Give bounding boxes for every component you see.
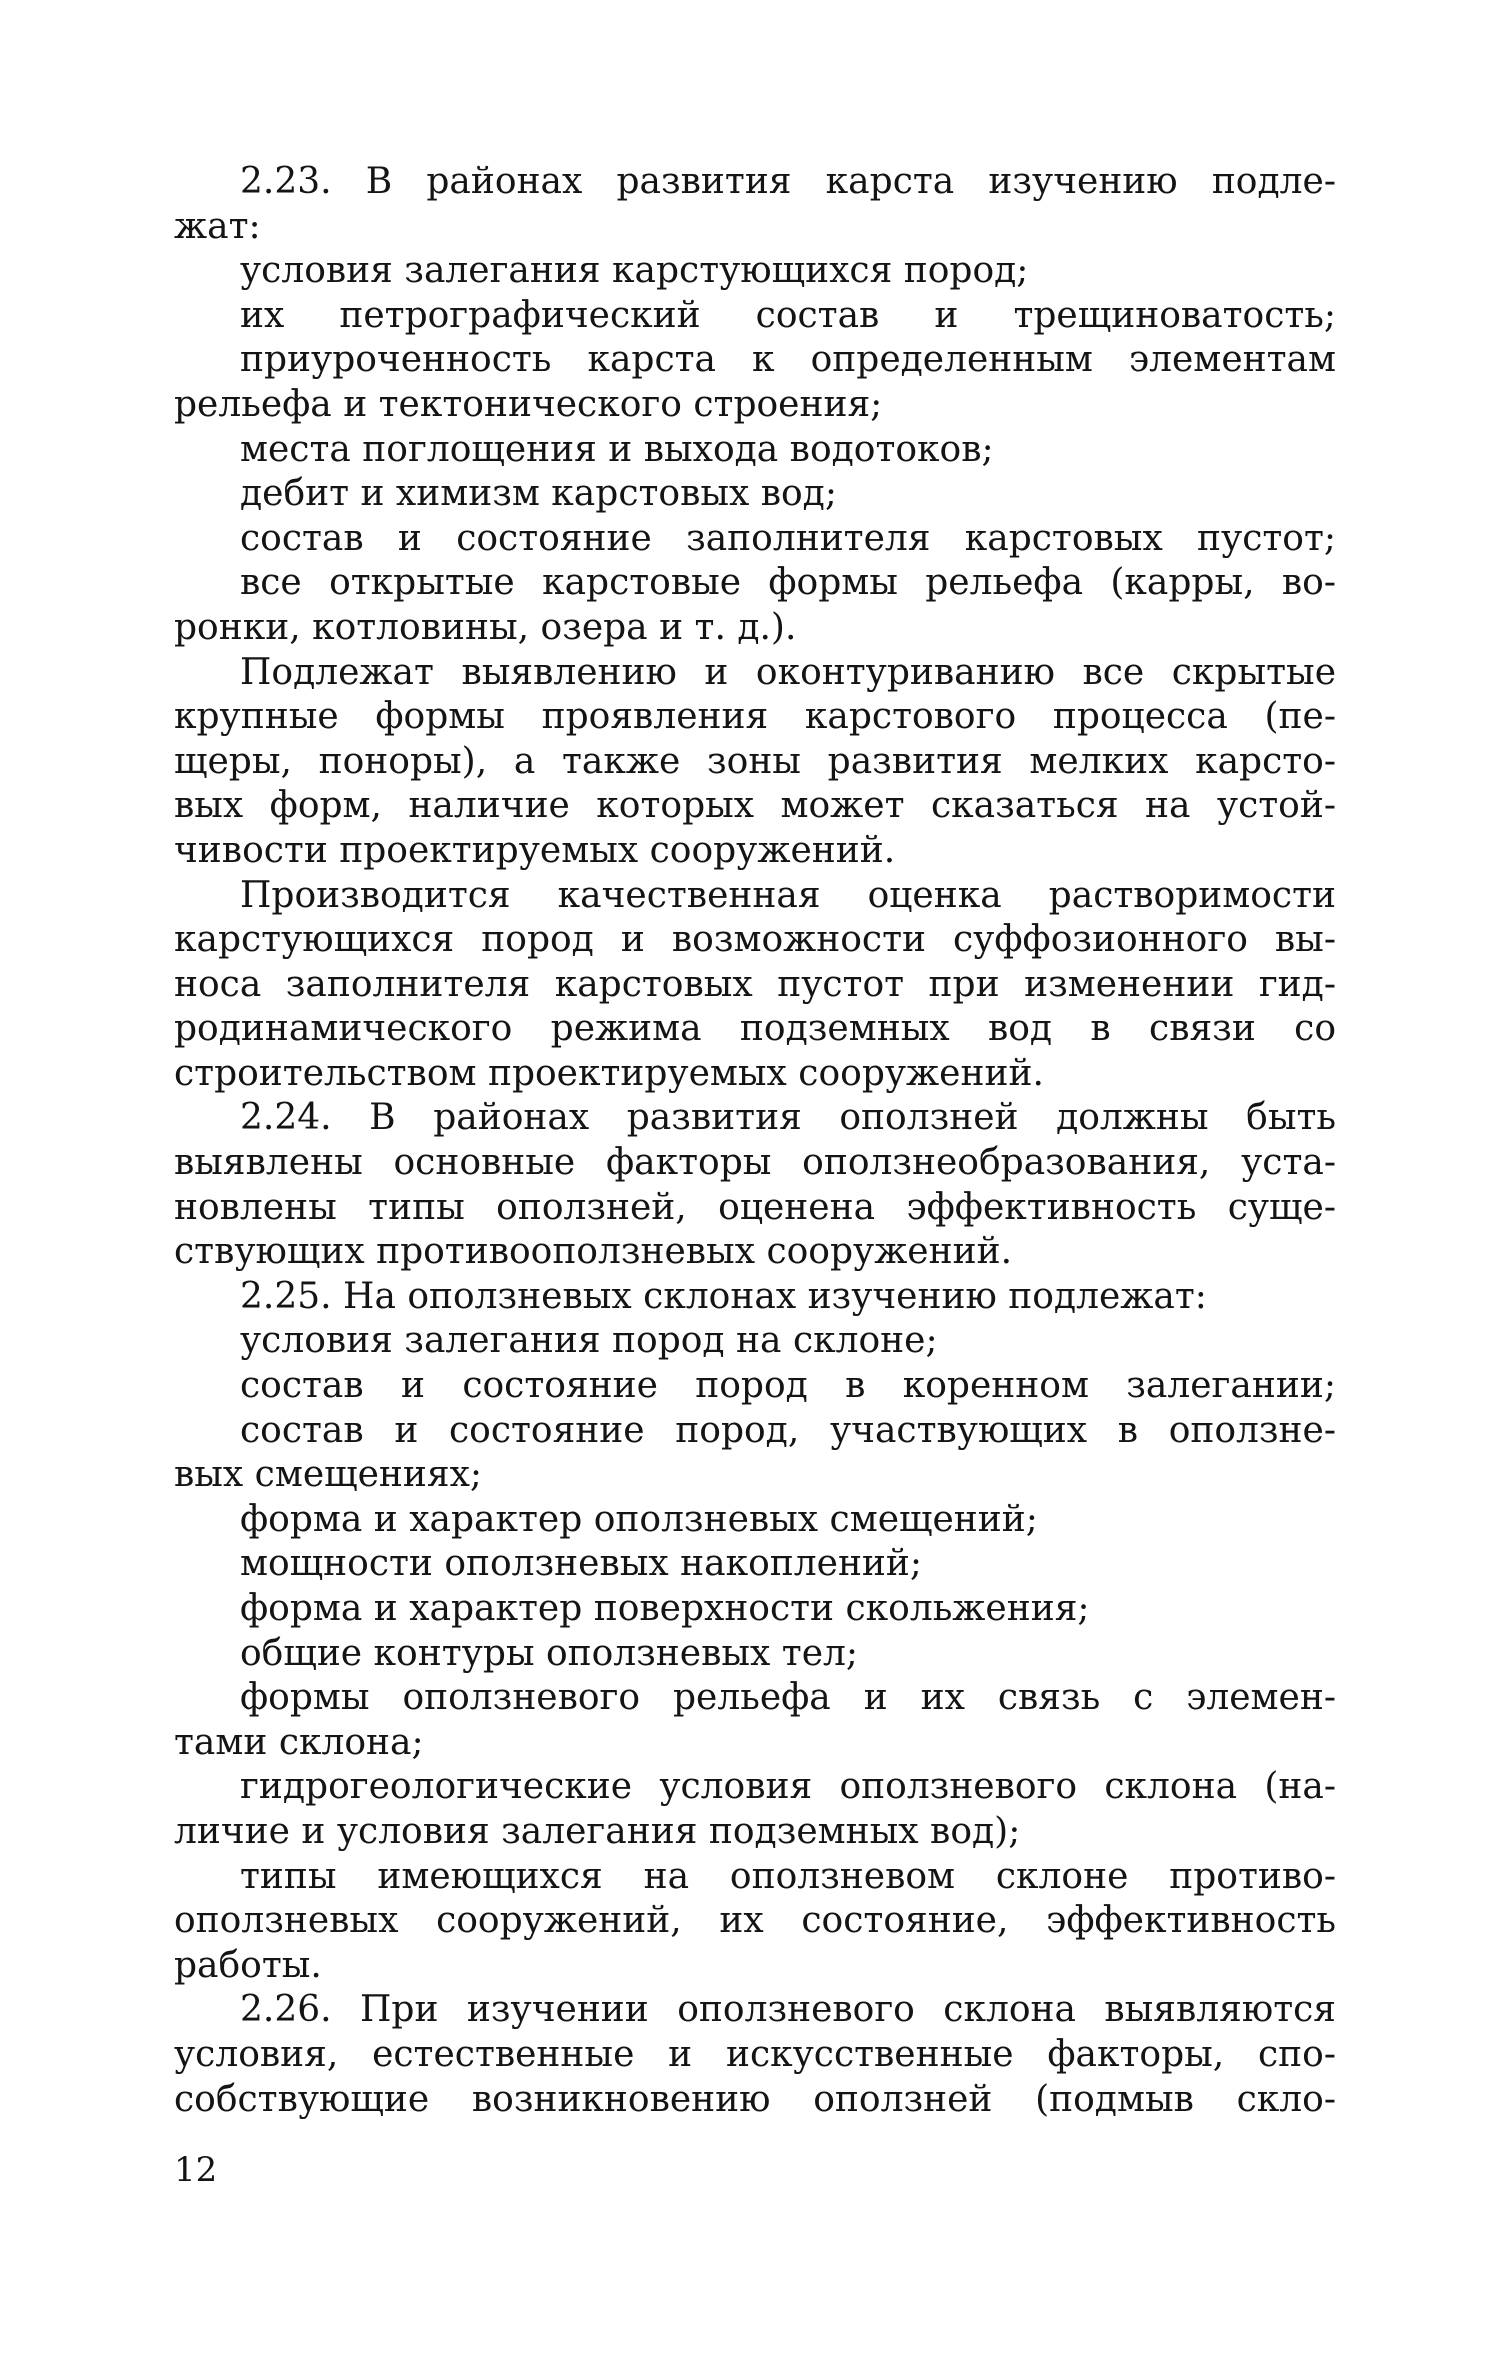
text-line: вых форм, наличие которых может сказаться на устой- [174,785,1336,827]
text-line: формы оползневого рельефа и их связь с элемен- [240,1677,1336,1719]
text-line: состав и состояние заполнителя карстовых пустот; [240,517,1336,559]
text-line: оползневых сооружений, их состояние, эффективность [174,1900,1336,1942]
text-line: щеры, поноры), а также зоны развития мелких карсто- [174,740,1336,782]
text-line: приуроченность карста к определенным элементам [240,339,1336,381]
text-line: места поглощения и выхода водотоков; [240,428,994,470]
text-line: 2.24. В районах развития оползней должны быть [240,1097,1336,1139]
page-body [174,160,1336,2122]
text-line: работы. [174,1944,322,1986]
text-line: общие контуры оползневых тел; [240,1632,858,1674]
text-line: условия залегания карстующихся пород; [240,250,1029,292]
text-line: гидрогеологические условия оползневого склона (на- [240,1766,1336,1808]
text-line: все открытые карстовые формы рельефа (карры, во- [240,562,1336,604]
text-line: состав и состояние пород в коренном залегании; [240,1365,1336,1407]
text-line: вых смещениях; [174,1454,483,1496]
text-line: 2.23. В районах развития карста изучению подле- [240,161,1336,202]
text-line: карстующихся пород и возможности суффозионного вы- [174,919,1336,961]
text-line: 2.26. При изучении оползневого склона выявляются [240,1989,1336,2031]
text-line: рельефа и тектонического строения; [174,383,883,425]
text-line: типы имеющихся на оползневом склоне противо- [240,1855,1336,1897]
page-number: 12 [174,2150,218,2190]
text-line: условия залегания пород на склоне; [240,1320,938,1362]
text-line: строительством проектируемых сооружений. [174,1052,1044,1094]
text-line: Подлежат выявлению и оконтуриванию все скрытые [240,651,1336,693]
text-line: собствующие возникновению оползней (подмыв скло- [174,2078,1336,2120]
text-line: тами склона; [174,1721,424,1763]
text-line: чивости проектируемых сооружений. [174,829,896,871]
text-line: условия, естественные и искусственные факторы, спо- [174,2033,1336,2075]
text-line: ронки, котловины, озера и т. д.). [174,606,797,648]
text-line: новлены типы оползней, оценена эффективность суще- [174,1186,1336,1228]
text-line: носа заполнителя карстовых пустот при изменении гид- [174,963,1336,1005]
text-line: жат: [174,205,261,247]
text-line: их петрографический состав и трещиноватость; [240,294,1336,336]
text-line: состав и состояние пород, участвующих в оползне- [240,1409,1336,1451]
text-line: ствующих противооползневых сооружений. [174,1231,1013,1273]
text-line: дебит и химизм карстовых вод; [240,473,837,515]
text-line: 2.25. На оползневых склонах изучению подлежат: [240,1275,1207,1317]
text-line: выявлены основные факторы оползнеобразования, уста- [174,1142,1336,1184]
text-line: крупные формы проявления карстового процесса (пе- [174,696,1336,738]
text-line: Производится качественная оценка растворимости [240,874,1336,916]
text-line: родинамического режима подземных вод в связи со [174,1008,1336,1050]
text-line: форма и характер поверхности скольжения; [240,1588,1090,1629]
text-line: личие и условия залегания подземных вод); [174,1810,1021,1852]
text-line: форма и характер оползневых смещений; [240,1498,1038,1540]
text-line: мощности оползневых накоплений; [240,1543,923,1585]
